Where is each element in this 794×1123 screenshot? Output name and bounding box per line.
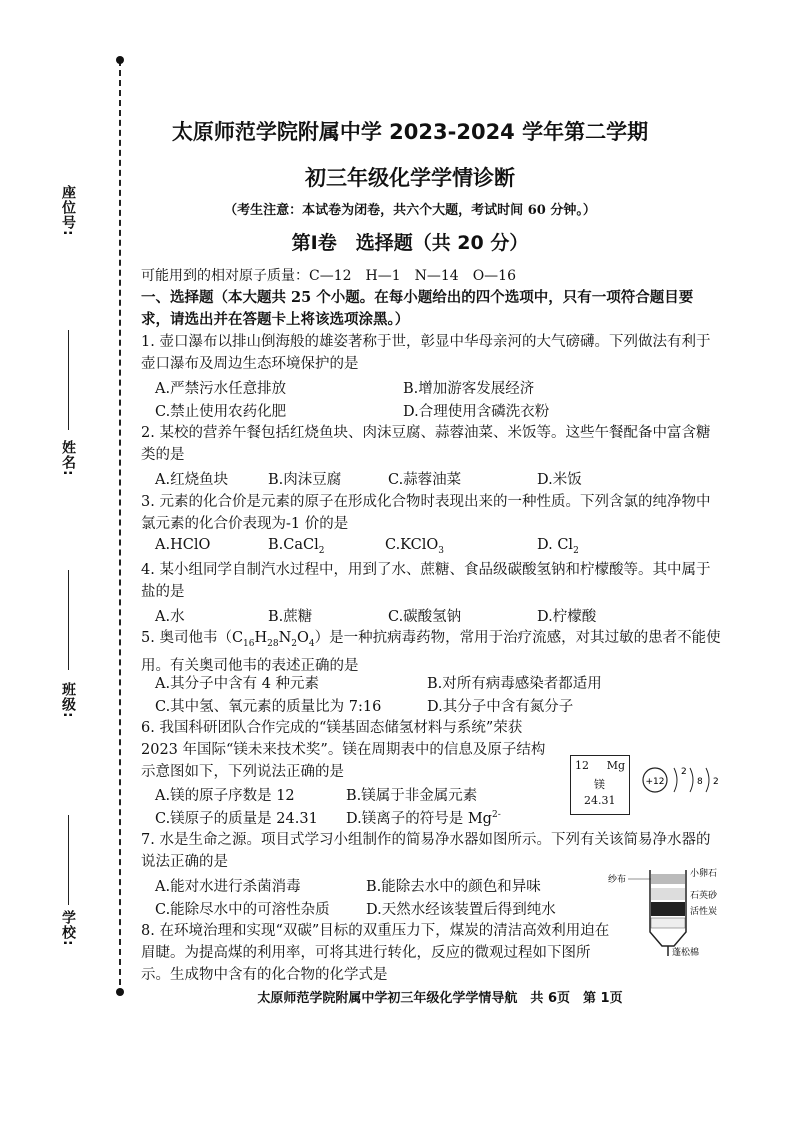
q3-option-d[interactable]: D. $Cl_2$: [537, 537, 579, 556]
seat-label: 座位号:: [60, 185, 76, 237]
section-heading: 第Ⅰ卷 选择题（共 20 分）: [291, 232, 529, 254]
school-blank: [68, 815, 69, 905]
q7-option-c[interactable]: C.能除尽水中的可溶性杂质: [155, 902, 330, 918]
q5-option-b[interactable]: B.对所有病毒感染者都适用: [427, 676, 602, 692]
q3-option-a[interactable]: A.HClO: [155, 537, 211, 553]
q2-option-c[interactable]: C.蒜蓉油菜: [388, 472, 462, 488]
q5-option-d[interactable]: D.其分子中含有氮分子: [427, 699, 574, 715]
q2-option-a[interactable]: A.红烧鱼块: [155, 472, 229, 488]
question-7-stem: 7. 水是生命之源。项目式学习小组制作的简易净水器如图所示。下列有关该简易净水器的说法正确的是: [141, 832, 711, 870]
q5-option-c[interactable]: C.其中氢、氧元素的质量比为 7:16: [155, 699, 382, 715]
mg-mass: 24.31: [584, 794, 616, 807]
q1-option-d[interactable]: D.合理使用含磷洗衣粉: [403, 404, 550, 420]
mg-shell-3: 2: [713, 777, 719, 787]
mg-name: 镁: [594, 778, 605, 791]
q6-option-b[interactable]: B.镁属于非金属元素: [346, 788, 478, 804]
q6-option-d[interactable]: D.镁离子的符号是 $Mg^{2-}$: [346, 810, 501, 827]
question-1-stem: 1. 壶口瀑布以排山倒海般的雄姿著称于世，彰显中华母亲河的大气磅礴。下列做法有利于壶口瀑布及周边生态环境保护的是: [141, 334, 711, 372]
mg-shell-1: 2: [681, 767, 687, 777]
page-footer: 太原师范学院附属中学初三年级化学学情导航 共 6页 第 1页: [257, 991, 623, 1006]
question-5-stem: 5. 奥司他韦$(C_{16}H_{28}N_2O_4)$是一种抗病毒药物，常用于治疗流感，对其过敏的患者不能使用。有关奥司他韦的表述正确的是: [141, 630, 721, 674]
magnesium-periodic-card: [570, 755, 630, 815]
q2-option-b[interactable]: B.肉沫豆腐: [268, 472, 342, 488]
q4-option-a[interactable]: A.水: [155, 609, 185, 625]
mg-nucleus-charge: +12: [645, 777, 665, 787]
q4-option-d[interactable]: D.柠檬酸: [537, 609, 597, 625]
mg-atomic-number: 12: [575, 759, 589, 772]
instructions: 一、选择题（本大题共 25 个小题。在每小题给出的四个选项中，只有一项符合题目要求，请选出并在答题卡上将该选项涂黑。）: [141, 289, 694, 328]
q7-option-d[interactable]: D.天然水经该装置后得到纯水: [366, 902, 556, 918]
mg-atom-structure-diagram: [640, 760, 730, 800]
mg-shell-2: 8: [697, 777, 703, 787]
filter-label-cotton: 蓬松棉: [672, 948, 700, 958]
name-blank: [68, 330, 69, 430]
q1-option-c[interactable]: C.禁止使用农药化肥: [155, 404, 287, 420]
binding-dot-bottom: [116, 988, 124, 996]
q6-option-c[interactable]: C.镁原子的质量是 24.31: [155, 811, 318, 827]
school-label: 学校:: [60, 910, 76, 947]
water-filter-diagram: [608, 862, 728, 958]
question-4-stem: 4. 某小组同学自制汽水过程中，用到了水、蔗糖、食品级碳酸氢钠和柠檬酸等。其中属于盐的是: [141, 562, 711, 600]
q7-option-b[interactable]: B.能除去水中的颜色和异味: [366, 879, 541, 895]
q1-option-a[interactable]: A.严禁污水任意排放: [155, 381, 287, 397]
binding-dot-top: [116, 56, 124, 64]
exam-title: 太原师范学院附属中学 2023-2024 学年第二学期: [171, 120, 649, 144]
q5-option-a[interactable]: A.其分子中含有 4 种元素: [155, 676, 320, 692]
class-blank: [68, 570, 69, 670]
name-label: 姓名:: [60, 440, 76, 477]
exam-note: （考生注意：本试卷为闭卷，共六个大题，考试时间 60 分钟。）: [224, 203, 596, 218]
exam-subtitle: 初三年级化学学情诊断: [305, 166, 515, 190]
q3-option-b[interactable]: B.CaCl$_2$: [268, 537, 325, 556]
filter-label-gauze: 纱布: [608, 875, 627, 885]
question-8-stem: 8. 在环境治理和实现“双碳”目标的双重压力下，煤炭的清洁高效利用迫在眉睫。为提高煤的利用率，可将其进行转化，反应的微观过程如下图所示。生成物中含有的化合物的化学式是: [141, 923, 610, 983]
q2-option-d[interactable]: D.米饭: [537, 472, 582, 488]
filter-label-pebbles: 小卵石: [690, 869, 718, 879]
q7-option-a[interactable]: A.能对水进行杀菌消毒: [155, 879, 301, 895]
q1-option-b[interactable]: B.增加游客发展经济: [403, 381, 535, 397]
question-6-stem: 6. 我国科研团队合作完成的“镁基固态储氢材料与系统”荣获 2023 年国际“镁未来技术奖”。镁在周期表中的信息及原子结构示意图如下，下列说法正确的是: [141, 720, 546, 780]
atomic-masses: 可能用到的相对原子质量：C—12 H—1 N—14 O—16: [141, 268, 516, 284]
binding-dashed-line: [119, 60, 121, 995]
q3-option-c[interactable]: C.KClO$_3$: [385, 537, 444, 556]
q4-option-b[interactable]: B.蔗糖: [268, 609, 313, 625]
question-2-stem: 2. 某校的营养午餐包括红烧鱼块、肉沫豆腐、蒜蓉油菜、米饭等。这些午餐配备中富含糖类的是: [141, 425, 711, 463]
filter-label-quartz-sand: 石英砂: [690, 891, 718, 901]
question-3-stem: 3. 元素的化合价是元素的原子在形成化合物时表现出来的一种性质。下列含氯的纯净物中氯元素的化合价表现为-1 价的是: [141, 494, 711, 532]
class-label: 班级:: [60, 682, 76, 719]
filter-label-activated-carbon: 活性炭: [690, 907, 718, 917]
mg-symbol: Mg: [606, 759, 625, 772]
q4-option-c[interactable]: C.碳酸氢钠: [388, 609, 462, 625]
q6-option-a[interactable]: A.镁的原子序数是 12: [155, 788, 295, 804]
